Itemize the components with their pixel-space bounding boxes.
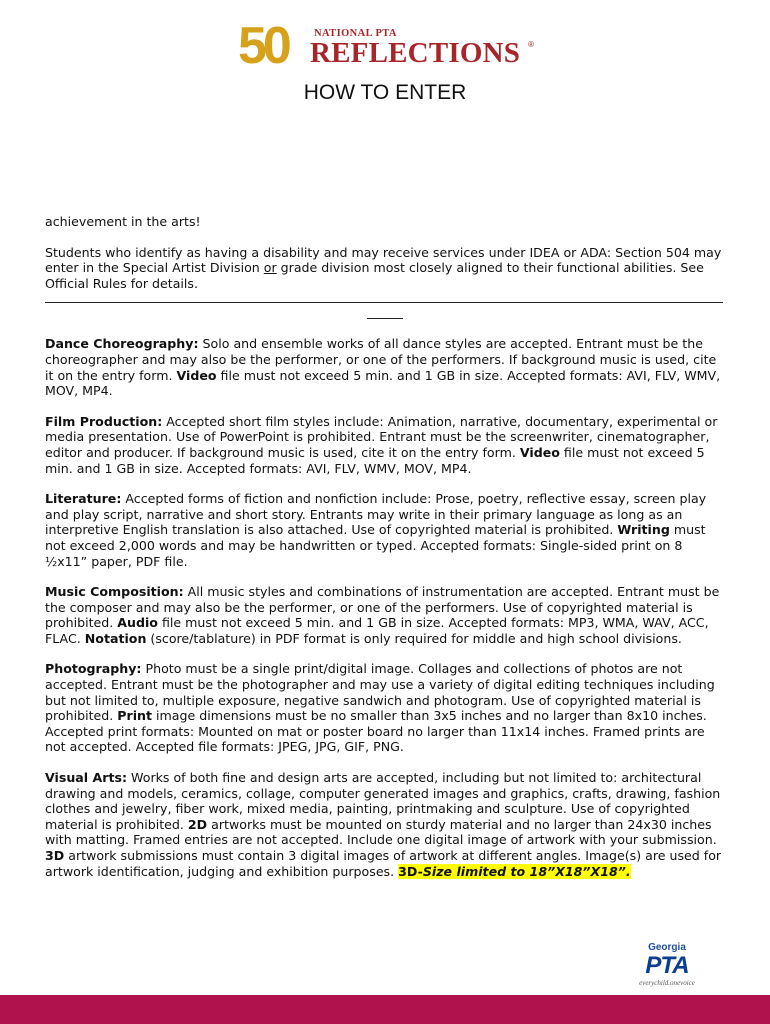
logo-50-mark: 50 [238,17,288,75]
visual-text-3: artwork submissions must contain 3 digital images of artwork at different angles. Image(s) are used for artwork identification, judging and exhibition purposes. [45,848,722,879]
literature-text-1: Accepted forms of fiction and nonfiction include: Prose, poetry, reflective essay, screen play and play script, narrative and short story. Entrants may write in their primary language as long as an interpretive English translation is also attached. Use of copyrighted material is prohibited. [45,491,707,538]
georgia-pta-state: Georgia [648,942,686,953]
music-text-3: (score/tablature) in PDF format is only required for middle and high school divisions. [146,630,682,646]
music-bold-1: Audio [117,615,158,631]
divider-line [45,302,723,303]
photo-paragraph [45,661,727,755]
logo-registered-mark: ® [528,40,534,49]
logo-national-pta: NATIONAL PTA [314,28,397,39]
special-artist-text-2: grade division most closely aligned to their functional abilities. See Official Rules for details. [45,260,704,291]
dance-bold-1: Video [176,367,217,383]
visual-text-1: Works of both fine and design arts are accepted, including but not limited to: architectural drawing and models, ceramics, collage, computer generated images and graphics, crafts, drawing, fashion clothes and jewelry, fiber work, mixed media, painting, printmaking and sculpture. Use of copyrighted material is prohibited. [45,770,721,832]
dance-text-1: Solo and ensemble works of all dance styles are accepted. Entrant must be the choreographer and may also be the performer, or one of the performers. If background music is used, cite it on the entry form. [45,336,717,383]
document-body [45,214,727,894]
special-artist-text-1: Students who identify as having a disability and may receive services under IDEA or ADA: Section 504 may enter in the Special Artist Division [45,244,722,276]
film-text-1: Accepted short film styles include: Animation, narrative, documentary, experimental or media presentation. Use of PowerPoint is prohibited. Entrant must be the screenwriter, cinematographer, editor and producer. If background music is used, cite it on the entry form. [45,413,718,460]
music-text-2: file must not exceed 5 min. and 1 GB in size. Accepted formats: MP3, WMA, WAV, ACC, FLAC. [45,615,709,646]
music-text-1: All music styles and combinations of instrumentation are accepted. Entrant must be the composer and may also be the performer, or one of the performers. Use of copyrighted material is prohibited. [45,584,720,631]
visual-text-2: artworks must be mounted on sturdy material and no larger than 24x30 inches with matting. Framed entries are not accepted. Include one digital image of artwork with your submission. [45,816,717,848]
georgia-pta-logo [622,942,712,990]
literature-text-2: must not exceed 2,000 words and may be handwritten or typed. Accepted formats: Single-sided print on 8 ½x11” paper, PDF file. [45,522,706,569]
reflections-logo [238,17,538,75]
size-limit-prefix: 3D- [398,863,423,879]
photo-title: Photography: [45,661,142,677]
music-paragraph [45,584,727,646]
footer-color-bar [0,995,770,1024]
visual-paragraph [45,770,727,879]
film-title: Film Production: [45,413,163,429]
visual-title: Visual Arts: [45,770,128,786]
literature-title: Literature: [45,491,122,507]
photo-text-2: image dimensions must be no smaller than 3x5 inches and no larger than 8x10 inches. Accepted print formats: Mounted on mat or poster board no larger than 11x14 inches. Framed prints are not accepted. Accepted file formats: JPEG, JPG, GIF, PNG. [45,708,707,755]
music-title: Music Composition: [45,584,184,600]
dance-title: Dance Choreography: [45,336,199,352]
page-heading: HOW TO ENTER [303,81,467,104]
georgia-pta-wordmark: PTA [645,952,689,979]
visual-bold-2: 3D [45,848,65,863]
film-paragraph [45,414,727,476]
divider-stub [367,318,403,319]
special-artist-paragraph [45,245,727,292]
photo-text-1: Photo must be a single print/digital image. Collages and collections of photos are not accepted. Entrant must be the photographer and may use a variety of digital editing techniques including but not limited to, multiple exposure, negative sandwich and photogram. Use of copyrighted material is prohibited. [45,661,715,724]
film-text-2: file must not exceed 5 min. and 1 GB in size. Accepted formats: AVI, FLV, WMV, MOV, MP4. [45,444,705,476]
size-limit-text: Size limited to 18”X18”X18”. [422,863,631,879]
dance-paragraph [45,336,727,398]
film-bold-1: Video [519,444,560,460]
georgia-pta-tagline: everychild.onevoice [639,979,695,987]
dance-text-2: file must not exceed 5 min. and 1 GB in size. Accepted formats: AVI, FLV, WMV, MOV, MP4. [45,367,721,399]
visual-bold-1: 2D [187,816,208,832]
intro-tail: achievement in the arts! [45,214,201,229]
literature-paragraph [45,491,727,569]
photo-bold-1: Print [117,708,153,724]
special-artist-or: or [263,260,277,276]
logo-reflections-wordmark: REFLECTIONS [310,37,521,69]
music-bold-2: Notation [84,630,147,646]
section-divider [45,294,727,328]
literature-bold-1: Writing [617,522,670,538]
size-limit-highlight [398,864,631,879]
